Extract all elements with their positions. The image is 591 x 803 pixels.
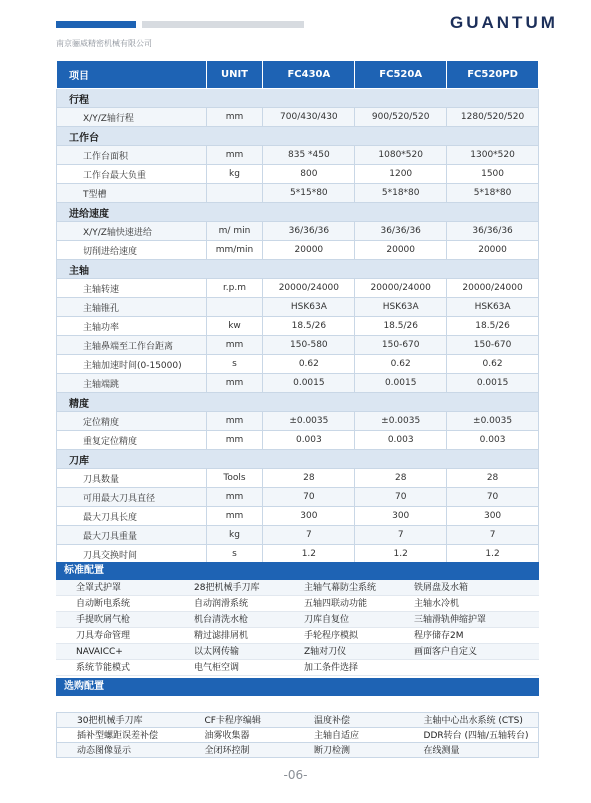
standard-config-item: 28把机械手刀库	[194, 583, 260, 593]
header-item: 项目	[57, 61, 207, 89]
spec-unit: s	[206, 355, 263, 374]
spec-label: 主轴端跳	[57, 374, 207, 393]
standard-config-item: 主轴水冷机	[414, 599, 460, 609]
standard-config-row	[56, 644, 539, 660]
header-unit: UNIT	[206, 61, 263, 89]
category-row	[57, 260, 539, 279]
spec-unit: Tools	[206, 469, 263, 488]
spec-fc520pd: 300	[447, 507, 539, 526]
spec-label: 主轴转速	[57, 279, 207, 298]
optional-config-item: 主轴自适应	[313, 731, 359, 741]
spec-fc520pd: 7	[447, 526, 539, 545]
spec-fc520pd: 1500	[447, 165, 539, 184]
spec-fc520pd: 1300*520	[447, 146, 539, 165]
brand-logo: GUANTUM	[450, 13, 558, 32]
spec-fc430a: 36/36/36	[263, 222, 355, 241]
spec-fc430a: ±0.0035	[263, 412, 355, 431]
header-fc520a: FC520A	[355, 61, 447, 89]
standard-config-item: 五轴四联动功能	[304, 599, 368, 609]
spec-table-header	[57, 61, 539, 89]
spec-fc520pd: 20000	[447, 241, 539, 260]
spec-fc520a: 0.62	[355, 355, 447, 374]
optional-config-row	[56, 712, 539, 728]
spec-fc430a: 300	[263, 507, 355, 526]
header-fc520pd: FC520PD	[447, 61, 539, 89]
spec-label: 主轴锥孔	[57, 298, 207, 317]
spec-label: 定位精度	[57, 412, 207, 431]
category-title: 主轴	[57, 260, 539, 279]
spec-row	[57, 146, 539, 165]
standard-config-grid	[56, 580, 539, 676]
header-divider-bar	[142, 21, 304, 28]
standard-config-item: 手提吹屑气枪	[76, 615, 131, 625]
spec-unit: m/ min	[206, 222, 263, 241]
spec-fc430a: 1.2	[263, 545, 355, 564]
spec-unit: kw	[206, 317, 263, 336]
header-fc430a: FC430A	[263, 61, 355, 89]
spec-unit: mm	[206, 488, 263, 507]
optional-config-item: CF卡程序编辑	[204, 716, 261, 726]
spec-label: 工作台面积	[57, 146, 207, 165]
standard-config-item: 铁屑盘及水箱	[414, 583, 469, 593]
spec-fc520pd: 70	[447, 488, 539, 507]
spec-fc520a: 20000	[355, 241, 447, 260]
optional-config-row	[56, 727, 539, 743]
spec-fc520a: 150-670	[355, 336, 447, 355]
category-title: 行程	[57, 89, 539, 108]
header-accent-bar	[56, 21, 136, 28]
spec-label: 工作台最大负重	[57, 165, 207, 184]
optional-config-item: 插补型螺距误差补偿	[77, 731, 159, 741]
standard-config-item: 程序储存2M	[414, 631, 464, 641]
category-title: 进给速度	[57, 203, 539, 222]
spec-row	[57, 184, 539, 203]
standard-config-item	[404, 660, 539, 675]
spec-fc520a: 0.0015	[355, 374, 447, 393]
spec-unit: kg	[206, 165, 263, 184]
spec-fc520a: 7	[355, 526, 447, 545]
spec-fc520a: 36/36/36	[355, 222, 447, 241]
spec-table	[56, 60, 539, 564]
spec-unit: mm	[206, 336, 263, 355]
standard-config-item: 自动断电系统	[76, 599, 131, 609]
spec-row	[57, 545, 539, 564]
standard-config-item: 刀库自复位	[304, 615, 350, 625]
spec-row	[57, 507, 539, 526]
spec-unit: mm	[206, 507, 263, 526]
spec-fc520pd: 5*18*80	[447, 184, 539, 203]
spec-fc520pd: ±0.0035	[447, 412, 539, 431]
spec-fc520pd: HSK63A	[447, 298, 539, 317]
spec-fc520a: 300	[355, 507, 447, 526]
standard-config-row	[56, 612, 539, 628]
spec-row	[57, 317, 539, 336]
spec-row	[57, 108, 539, 127]
spec-fc520a: 70	[355, 488, 447, 507]
standard-config-item: 手轮程序模拟	[304, 631, 359, 641]
spec-unit: s	[206, 545, 263, 564]
spec-unit	[206, 298, 263, 317]
spec-label: 刀具交换时间	[57, 545, 207, 564]
spec-fc520pd: 0.62	[447, 355, 539, 374]
standard-config-row	[56, 628, 539, 644]
spec-fc430a: HSK63A	[263, 298, 355, 317]
spec-fc520a: 1080*520	[355, 146, 447, 165]
spec-label: X/Y/Z轴快速进给	[57, 222, 207, 241]
spec-fc520a: 28	[355, 469, 447, 488]
standard-config-item: 全罩式护罩	[76, 583, 122, 593]
optional-config-item: 30把机械手刀库	[77, 716, 143, 726]
category-row	[57, 127, 539, 146]
spec-fc520pd: 20000/24000	[447, 279, 539, 298]
spec-label: 主轴加速时间(0-15000)	[57, 355, 207, 374]
standard-config-item: 机台清洗水枪	[194, 615, 249, 625]
standard-config-row	[56, 596, 539, 612]
standard-config-item: 精过滤排屑机	[194, 631, 249, 641]
spec-fc520a: 5*18*80	[355, 184, 447, 203]
category-title: 精度	[57, 393, 539, 412]
spec-fc430a: 7	[263, 526, 355, 545]
spec-table-body	[57, 89, 539, 564]
spec-fc520pd: 28	[447, 469, 539, 488]
spec-row	[57, 469, 539, 488]
optional-config-item: 温度补偿	[313, 716, 350, 726]
standard-config-title: 标准配置	[56, 562, 539, 580]
category-row	[57, 450, 539, 469]
spec-label: 主轴功率	[57, 317, 207, 336]
spec-fc430a: 800	[263, 165, 355, 184]
spec-label: 切削进给速度	[57, 241, 207, 260]
spec-fc430a: 0.62	[263, 355, 355, 374]
standard-config-item: Z轴对刀仪	[304, 647, 347, 657]
spec-unit: mm	[206, 146, 263, 165]
spec-fc520a: HSK63A	[355, 298, 447, 317]
spec-unit: kg	[206, 526, 263, 545]
spec-label: 可用最大刀具直径	[57, 488, 207, 507]
category-title: 刀库	[57, 450, 539, 469]
category-title: 工作台	[57, 127, 539, 146]
spec-label: X/Y/Z轴行程	[57, 108, 207, 127]
page-number: -06-	[283, 768, 308, 782]
spec-unit: mm	[206, 108, 263, 127]
spec-label: 刀具数量	[57, 469, 207, 488]
spec-label: T型槽	[57, 184, 207, 203]
spec-fc430a: 0.0015	[263, 374, 355, 393]
spec-unit: mm/min	[206, 241, 263, 260]
spec-fc520a: 0.003	[355, 431, 447, 450]
spec-row	[57, 431, 539, 450]
spec-fc520pd: 18.5/26	[447, 317, 539, 336]
optional-config-item: 动态图像显示	[77, 746, 132, 756]
optional-config-item: DDR转台 (四轴/五轴转台)	[423, 731, 529, 741]
optional-config-title: 选购配置	[56, 678, 539, 696]
spec-fc430a: 20000/24000	[263, 279, 355, 298]
company-name: 南京骊威精密机械有限公司	[56, 39, 152, 48]
spec-row	[57, 336, 539, 355]
spec-unit: r.p.m	[206, 279, 263, 298]
spec-unit: mm	[206, 431, 263, 450]
spec-fc520pd: 150-670	[447, 336, 539, 355]
standard-config-row	[56, 580, 539, 596]
spec-fc430a: 835 *450	[263, 146, 355, 165]
standard-config-item: 刀具寿命管理	[76, 631, 131, 641]
spec-fc520a: 900/520/520	[355, 108, 447, 127]
standard-config-item: NAVAICC+	[76, 647, 123, 657]
spec-fc430a: 28	[263, 469, 355, 488]
spec-label: 主轴鼻端至工作台距离	[57, 336, 207, 355]
spec-row	[57, 355, 539, 374]
standard-config-item: 电气柜空调	[194, 663, 240, 673]
spec-fc430a: 0.003	[263, 431, 355, 450]
spec-unit: mm	[206, 412, 263, 431]
standard-config-item: 自动润滑系统	[194, 599, 249, 609]
optional-config-item: 油雾收集器	[204, 731, 250, 741]
spec-unit	[206, 184, 263, 203]
spec-fc520a: 18.5/26	[355, 317, 447, 336]
spec-row	[57, 374, 539, 393]
spec-label: 最大刀具重量	[57, 526, 207, 545]
standard-config-item: 以太网传输	[194, 647, 240, 657]
standard-config-row	[56, 660, 539, 676]
spec-fc430a: 700/430/430	[263, 108, 355, 127]
optional-config-row	[56, 742, 539, 758]
spec-label: 最大刀具长度	[57, 507, 207, 526]
spec-fc520pd: 1.2	[447, 545, 539, 564]
spec-fc430a: 18.5/26	[263, 317, 355, 336]
spec-fc430a: 150-580	[263, 336, 355, 355]
spec-row	[57, 488, 539, 507]
optional-config-item: 断刀检测	[313, 746, 350, 756]
standard-config-item: 主轴气幕防尘系统	[304, 583, 377, 593]
spec-row	[57, 298, 539, 317]
spec-fc520a: 1.2	[355, 545, 447, 564]
spec-fc430a: 20000	[263, 241, 355, 260]
spec-unit: mm	[206, 374, 263, 393]
spec-fc520pd: 36/36/36	[447, 222, 539, 241]
standard-config-item: 画面客户自定义	[414, 647, 478, 657]
optional-config-item: 全闭环控制	[204, 746, 250, 756]
standard-config-item: 加工条件选择	[304, 663, 359, 673]
standard-config-item: 三轴滑轨伸缩护罩	[414, 615, 487, 625]
spec-fc520pd: 0.0015	[447, 374, 539, 393]
spec-fc520a: ±0.0035	[355, 412, 447, 431]
spec-row	[57, 412, 539, 431]
spec-fc430a: 5*15*80	[263, 184, 355, 203]
optional-config-item: 主轴中心出水系统 (CTS)	[423, 716, 523, 726]
category-row	[57, 393, 539, 412]
spec-row	[57, 165, 539, 184]
standard-config-item: 系统节能模式	[76, 663, 131, 673]
optional-config-item: 在线测量	[423, 746, 460, 756]
spec-row	[57, 279, 539, 298]
spec-fc520a: 20000/24000	[355, 279, 447, 298]
spec-fc430a: 70	[263, 488, 355, 507]
category-row	[57, 89, 539, 108]
spec-row	[57, 241, 539, 260]
spec-fc520pd: 0.003	[447, 431, 539, 450]
spec-row	[57, 526, 539, 545]
spec-fc520pd: 1280/520/520	[447, 108, 539, 127]
spec-fc520a: 1200	[355, 165, 447, 184]
spec-row	[57, 222, 539, 241]
category-row	[57, 203, 539, 222]
spec-label: 重复定位精度	[57, 431, 207, 450]
optional-config-grid	[56, 712, 539, 757]
